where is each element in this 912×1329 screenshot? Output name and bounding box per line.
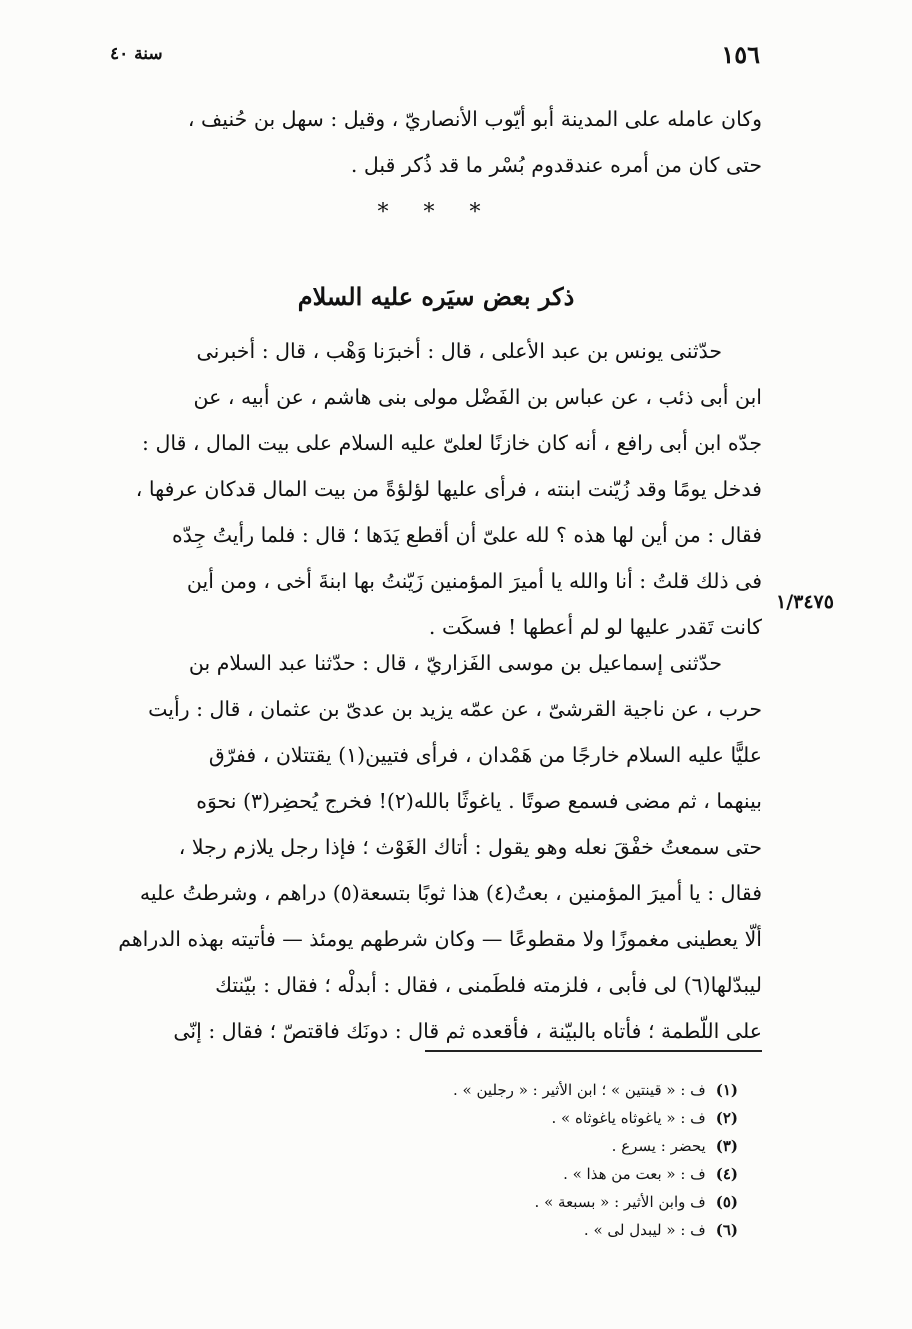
paragraph-1 bbox=[110, 328, 762, 650]
text-line: على اللّطمة ؛ فأتاه بالبيّنة ، فأقعده ثم قال : دونَك فاقتصّ ؛ فقال : إنّى bbox=[173, 1019, 762, 1043]
footnote bbox=[300, 1132, 738, 1160]
text-line: ليبدّلها(٦) لى فأبى ، فلزمته فلطَمنى ، فقال : أبدلْه ؛ فقال : بيّنتك bbox=[215, 973, 762, 997]
text-line: ابن أبى ذئب ، عن عباس بن الفَضْل مولى بنى هاشم ، عن أبيه ، عن bbox=[193, 385, 762, 409]
footnote-number: (٣) bbox=[715, 1137, 738, 1155]
text-line: بينهما ، ثم مضى فسمع صوتًا . ياغوثًا بالله(٢)! فخرج يُحضِر(٣) نحوَه bbox=[196, 789, 762, 813]
footnote bbox=[300, 1076, 738, 1104]
page-header bbox=[110, 40, 760, 76]
footnote bbox=[300, 1104, 738, 1132]
text-line: فقال : يا أميرَ المؤمنين ، بعتُ(٤) هذا ثوبًا بتسعة(٥) دراهم ، وشرطتُ عليه bbox=[139, 881, 762, 905]
text-line: حتى سمعتُ خفْقَ نعله وهو يقول : أتاك الغَوْث ؛ فإذا رجل يلازم رجلا ، bbox=[178, 835, 762, 859]
footnote-text: ف : « ياغوثاه ياغوثاه » . bbox=[551, 1109, 706, 1127]
page-number: ١٥٦ bbox=[721, 40, 760, 69]
footnote-text: يحضر : يسرع . bbox=[611, 1137, 706, 1155]
text-line: كانت تَقدر عليها لو لم أعطها ! فسكَت . bbox=[428, 615, 762, 639]
running-head: سنة ٤٠ bbox=[110, 44, 163, 64]
text-line: فدخل يومًا وقد زُيّنت ابنته ، فرأى عليها لؤلؤةً من بيت المال قدكان عرفها ، bbox=[135, 477, 762, 501]
footnote-text: ف : « بعت من هذا » . bbox=[563, 1165, 706, 1183]
footnote-number: (٢) bbox=[715, 1109, 738, 1127]
text-line: عليًّا عليه السلام خارجًا من هَمْدان ، فرأى فتيين(١) يقتتلان ، ففرّق bbox=[208, 743, 762, 767]
intro-text bbox=[110, 96, 762, 188]
footnote-text: ف : « ليبدل لى » . bbox=[583, 1221, 706, 1239]
section-divider: * * * bbox=[377, 200, 495, 225]
footnote-number: (٥) bbox=[715, 1193, 738, 1211]
text-line: فى ذلك قلتُ : أنا والله يا أميرَ المؤمنين زَيّنتُ بها ابنةَ أخى ، ومن أين bbox=[186, 569, 762, 593]
footnote bbox=[300, 1188, 738, 1216]
text-line: حرب ، عن ناجية القرشىّ ، عن عمّه يزيد بن عدىّ بن عثمان ، قال : رأيت bbox=[148, 697, 762, 721]
text-line: فقال : من أين لها هذه ؟ لله علىّ أن أقطع يَدَها ؛ قال : فلما رأيتُ جِدّه bbox=[172, 523, 762, 547]
text-line: ألّا يعطينى مغموزًا ولا مقطوعًا — وكان شرطهم يومئذ — فأتيته بهذه الدراهم bbox=[118, 927, 762, 951]
footnote bbox=[300, 1160, 738, 1188]
section-title: ذكر بعض سيَره عليه السلام bbox=[297, 282, 575, 311]
text-line: حدّثنى يونس بن عبد الأعلى ، قال : أخبرَنا وَهْب ، قال : أخبرنى bbox=[196, 339, 722, 363]
text-line: جدّه ابن أبى رافع ، أنه كان خازنًا لعلىّ عليه السلام على بيت المال ، قال : bbox=[142, 431, 762, 455]
footnote-number: (٤) bbox=[715, 1165, 738, 1183]
text-line: وكان عامله على المدينة أبو أيّوب الأنصاريّ ، وقيل : سهل بن حُنيف ، bbox=[187, 107, 762, 131]
footnote-rule bbox=[425, 1050, 762, 1052]
footnote-number: (٦) bbox=[715, 1221, 738, 1239]
footnote bbox=[300, 1216, 738, 1244]
margin-page-reference: ١/٣٤٧٥ bbox=[776, 591, 834, 613]
text-line: حدّثنى إسماعيل بن موسى الفَزاريّ ، قال : حدّثنا عبد السلام بن bbox=[188, 651, 722, 675]
footnote-text: ف وابن الأثير : « بسبعة » . bbox=[534, 1193, 706, 1211]
text-line: حتى كان من أمره عندقدوم بُسْر ما قد ذُكر قبل . bbox=[350, 153, 762, 177]
footnote-number: (١) bbox=[715, 1081, 738, 1099]
footnote-text: ف : « قينتين » ؛ ابن الأثير : « رجلين » . bbox=[453, 1081, 706, 1099]
paragraph-2 bbox=[110, 640, 762, 1054]
footnotes bbox=[300, 1076, 738, 1244]
